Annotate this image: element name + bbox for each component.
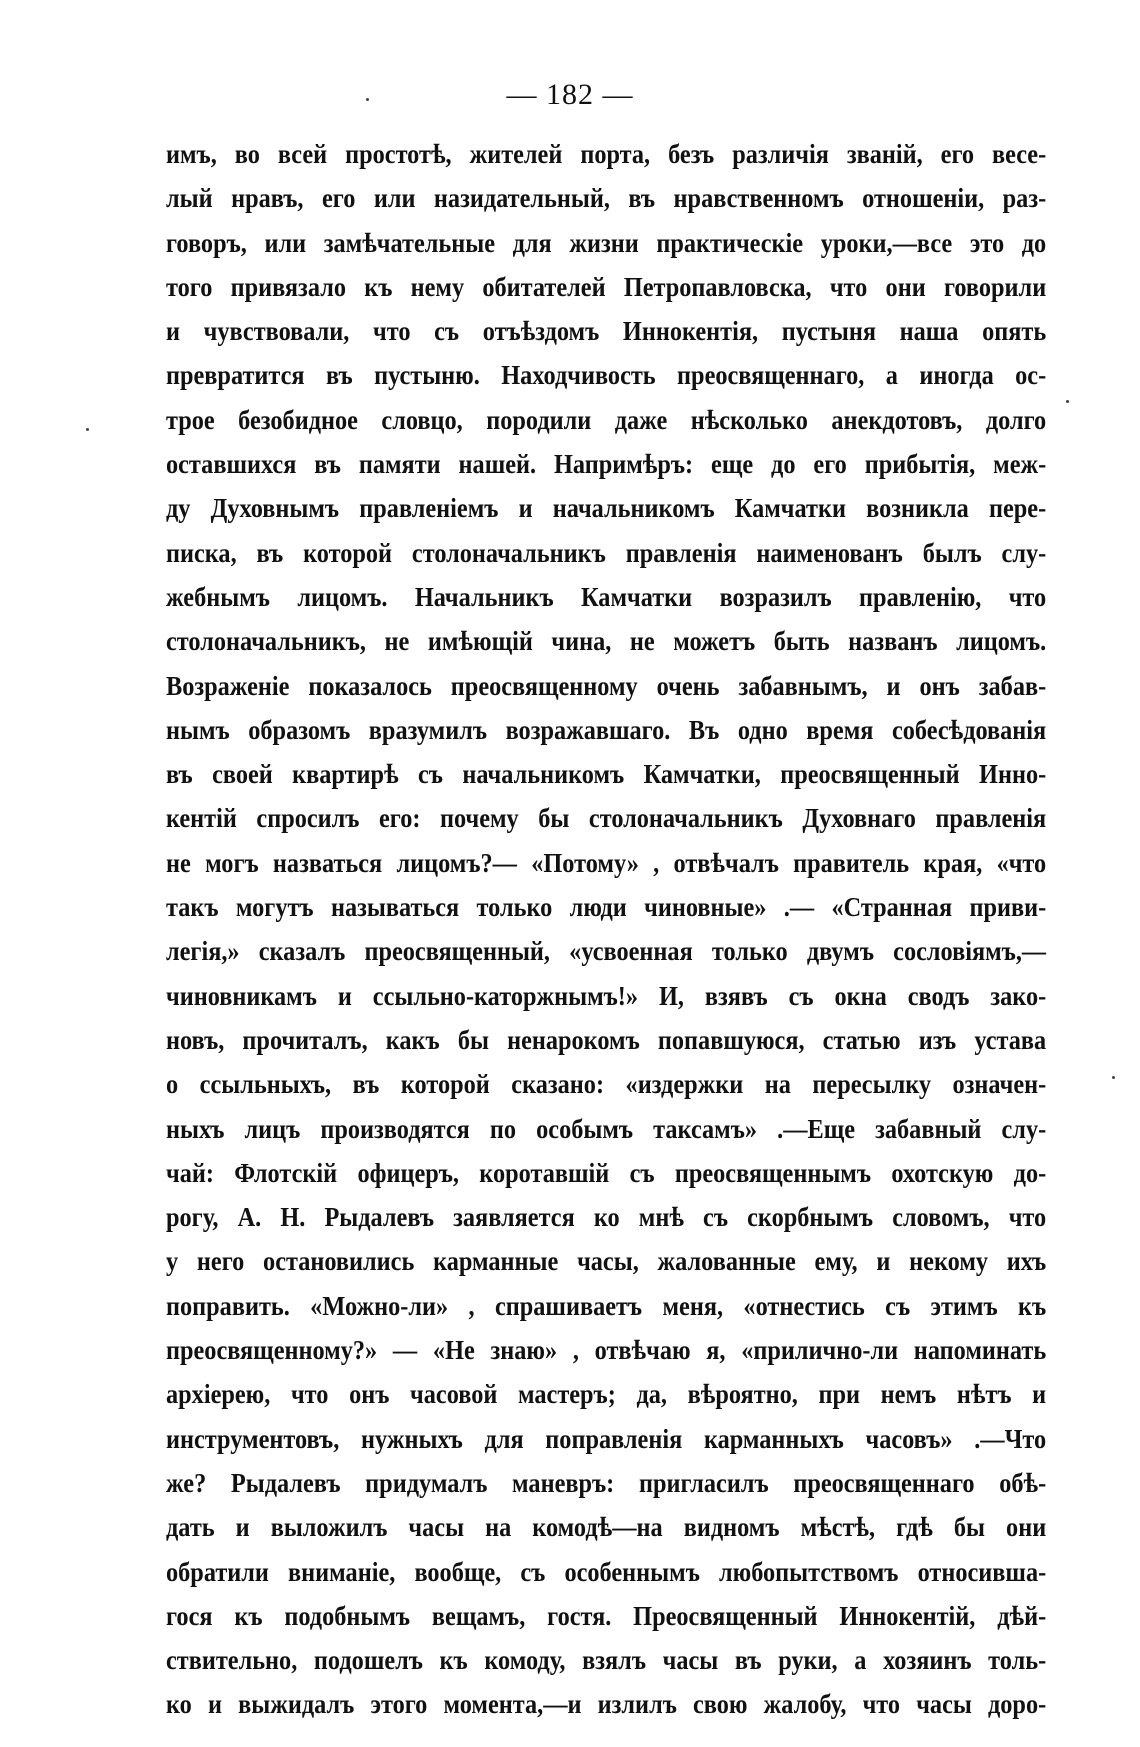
text-line: жебнымъ лицомъ. Начальникъ Камчатки возразилъ правленію, что (166, 581, 1047, 612)
text-line: не могъ назваться лицомъ?— «Потому» , отвѣчалъ правитель края, «что (166, 847, 1047, 878)
text-line: трое безобидное словцо, породили даже нѣсколько анекдотовъ, долго (166, 404, 1047, 435)
text-line: обратили вниманіе, вообще, съ особеннымъ любопытствомъ относивша- (166, 1556, 1047, 1587)
text-line: новъ, прочиталъ, какъ бы ненарокомъ попавшуюся, статью изъ устава (166, 1024, 1047, 1055)
paper-speck (1112, 1076, 1115, 1079)
text-line: о ссыльныхъ, въ которой сказано: «издержки на пересылку означен- (166, 1069, 1047, 1100)
text-line: рогу, А. Н. Рыдалевъ заявляется ко мнѣ съ скорбнымъ словомъ, что (166, 1202, 1047, 1233)
text-line: чиновникамъ и ссыльно-каторжнымъ!» И, взявъ съ окна сводъ зако- (166, 980, 1047, 1011)
text-line: чай: Флотскій офицеръ, коротавшій съ преосвященнымъ охотскую до- (166, 1157, 1047, 1188)
text-line: ствительно, подошелъ къ комоду, взялъ часы въ руки, а хозяинъ толь- (166, 1645, 1047, 1676)
text-line: писка, въ которой столоначальникъ правленія наименованъ былъ слу- (166, 537, 1047, 568)
text-line: кентій спросилъ его: почему бы столоначальникъ Духовнаго правленія (166, 803, 1047, 834)
text-line: говоръ, или замѣчательные для жизни практическіе уроки,—все это до (166, 227, 1047, 258)
page-number: — 182 — (506, 78, 634, 111)
text-line: архіерею, что онъ часовой мастеръ; да, вѣроятно, при немъ нѣтъ и (166, 1379, 1047, 1410)
text-line: и чувствовали, что съ отъѣздомъ Иннокентія, пустыня наша опять (166, 316, 1047, 347)
text-line: нымъ образомъ вразумилъ возражавшаго. Въ одно время собесѣдованія (166, 714, 1047, 745)
text-line: ду Духовнымъ правленіемъ и начальникомъ Камчатки возникла пере- (166, 493, 1047, 524)
text-line: поправить. «Можно-ли» , спрашиваетъ меня, «отнестись съ этимъ къ (166, 1290, 1047, 1321)
body-text (166, 132, 1046, 1727)
paper-speck (86, 428, 89, 431)
text-line: столоначальникъ, не имѣющій чина, не можетъ быть названъ лицомъ. (166, 626, 1047, 657)
text-line: преосвященному?» — «Не знаю» , отвѣчаю я, «прилично-ли напоминать (166, 1335, 1047, 1366)
text-line: въ своей квартирѣ съ начальникомъ Камчатки, преосвященный Инно- (166, 759, 1047, 790)
text-line: у него остановились карманные часы, жалованные ему, и некому ихъ (166, 1246, 1047, 1277)
paper-speck (1066, 400, 1069, 403)
text-line: такъ могутъ называться только люди чиновные» .— «Странная приви- (166, 892, 1047, 923)
text-line: оставшихся въ памяти нашей. Напримѣръ: еще до его прибытія, меж- (166, 449, 1047, 480)
text-line: гося къ подобнымъ вещамъ, гостя. Преосвященный Иннокентій, дѣй- (166, 1600, 1047, 1631)
text-line: дать и выложилъ часы на комодѣ—на видномъ мѣстѣ, гдѣ бы они (166, 1512, 1047, 1543)
text-line: ныхъ лицъ производятся по особымъ таксамъ» .—Еще забавный слу- (166, 1113, 1047, 1144)
text-line: лый нравъ, его или назидательный, въ нравственномъ отношеніи, раз- (166, 183, 1047, 214)
text-line: Возраженіе показалось преосвященному очень забавнымъ, и онъ забав- (166, 670, 1047, 701)
paper-speck (366, 98, 369, 101)
text-line: легія,» сказалъ преосвященный, «усвоенная только двумъ сословіямъ,— (166, 936, 1047, 967)
text-line: ко и выжидалъ этого момента,—и излилъ свою жалобу, что часы доро- (166, 1689, 1047, 1720)
text-line: же? Рыдалевъ придумалъ маневръ: пригласилъ преосвященнаго обѣ- (166, 1467, 1047, 1498)
text-line: того привязало къ нему обитателей Петропавловска, что они говорили (166, 271, 1047, 302)
text-line: превратится въ пустыню. Находчивость преосвященнаго, а иногда ос- (166, 360, 1047, 391)
text-line: имъ, во всей простотѣ, жителей порта, безъ различія званій, его весе- (166, 139, 1047, 169)
text-line: инструментовъ, нужныхъ для поправленія карманныхъ часовъ» .—Что (166, 1423, 1047, 1454)
